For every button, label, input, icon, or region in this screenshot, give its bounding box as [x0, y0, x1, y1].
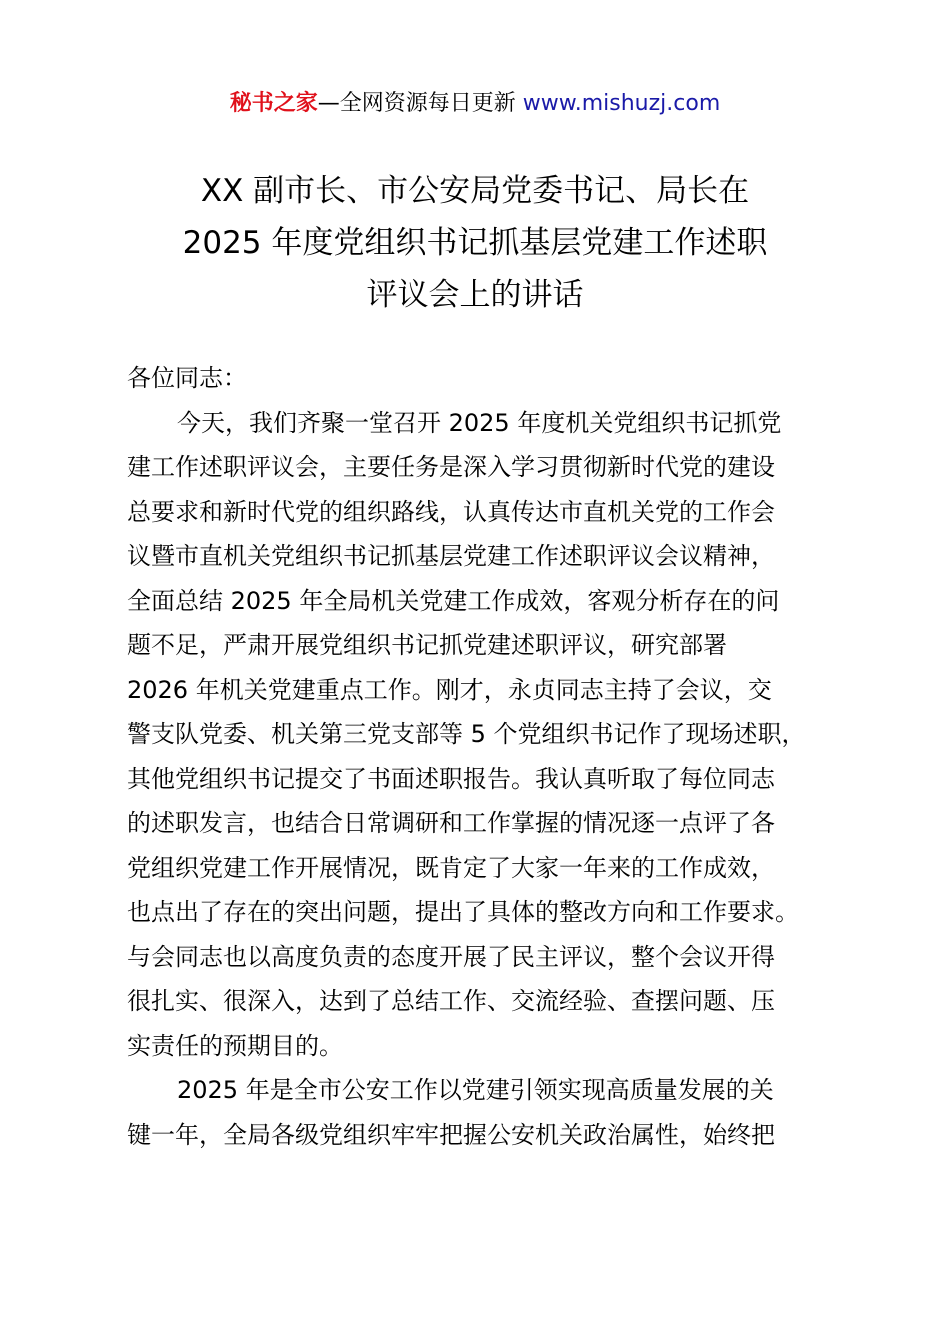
title-line: 评议会上的讲话	[366, 277, 584, 313]
site-url-link[interactable]: www.mishuzj.com	[522, 91, 721, 116]
paragraph-line: 实责任的预期目的。	[127, 1031, 343, 1060]
paragraph-line: 也点出了存在的突出问题，提出了具体的整改方向和工作要求。	[127, 898, 799, 926]
paragraph-line: 很扎实、很深入，达到了总结工作、交流经验、查摆问题、压	[127, 987, 775, 1015]
title-line: XX 副市长、市公安局党委书记、局长在	[200, 173, 750, 209]
paragraph-line: 建工作述职评议会，主要任务是深入学习贯彻新时代党的建设	[127, 453, 775, 481]
paragraph-line: 2026 年机关党建重点工作。刚才，永贞同志主持了会议，交	[127, 675, 772, 704]
paragraph-line: 总要求和新时代党的组织路线，认真传达市直机关党的工作会	[127, 497, 775, 526]
document-title	[60, 165, 890, 321]
paragraph-line: 的述职发言，也结合日常调研和工作掌握的情况逐一点评了各	[127, 809, 775, 837]
paragraph-line: 与会同志也以高度负责的态度开展了民主评议，整个会议开得	[127, 942, 775, 971]
paragraph-line: 键一年，全局各级党组织牢牢把握公安机关政治属性，始终把	[127, 1120, 775, 1149]
paragraph-line: 全面总结 2025 年全局机关党建工作成效，客观分析存在的问	[127, 586, 780, 615]
paragraph-line: 议暨市直机关党组织书记抓基层党建工作述职评议会议精神，	[127, 542, 775, 570]
paragraph-line: 题不足，严肃开展党组织书记抓党建述职评议，研究部署	[127, 631, 727, 659]
site-tagline: —全网资源每日更新	[317, 91, 523, 116]
paragraph-line: 今天，我们齐聚一堂召开 2025 年度机关党组织书记抓党	[177, 408, 782, 437]
salutation: 各位同志：	[127, 364, 247, 392]
document-body	[127, 356, 857, 1157]
paragraph-line: 党组织党建工作开展情况，既肯定了大家一年来的工作成效，	[127, 853, 775, 882]
site-header	[0, 88, 950, 120]
paragraph-line: 其他党组织书记提交了书面述职报告。我认真听取了每位同志	[127, 764, 775, 793]
paragraph-line: 2025 年是全市公安工作以党建引领实现高质量发展的关	[177, 1076, 774, 1104]
paragraph-line: 警支队党委、机关第三党支部等 5 个党组织书记作了现场述职，	[127, 720, 806, 748]
site-brand: 秘书之家	[229, 91, 318, 116]
title-line: 2025 年度党组织书记抓基层党建工作述职	[182, 225, 768, 261]
